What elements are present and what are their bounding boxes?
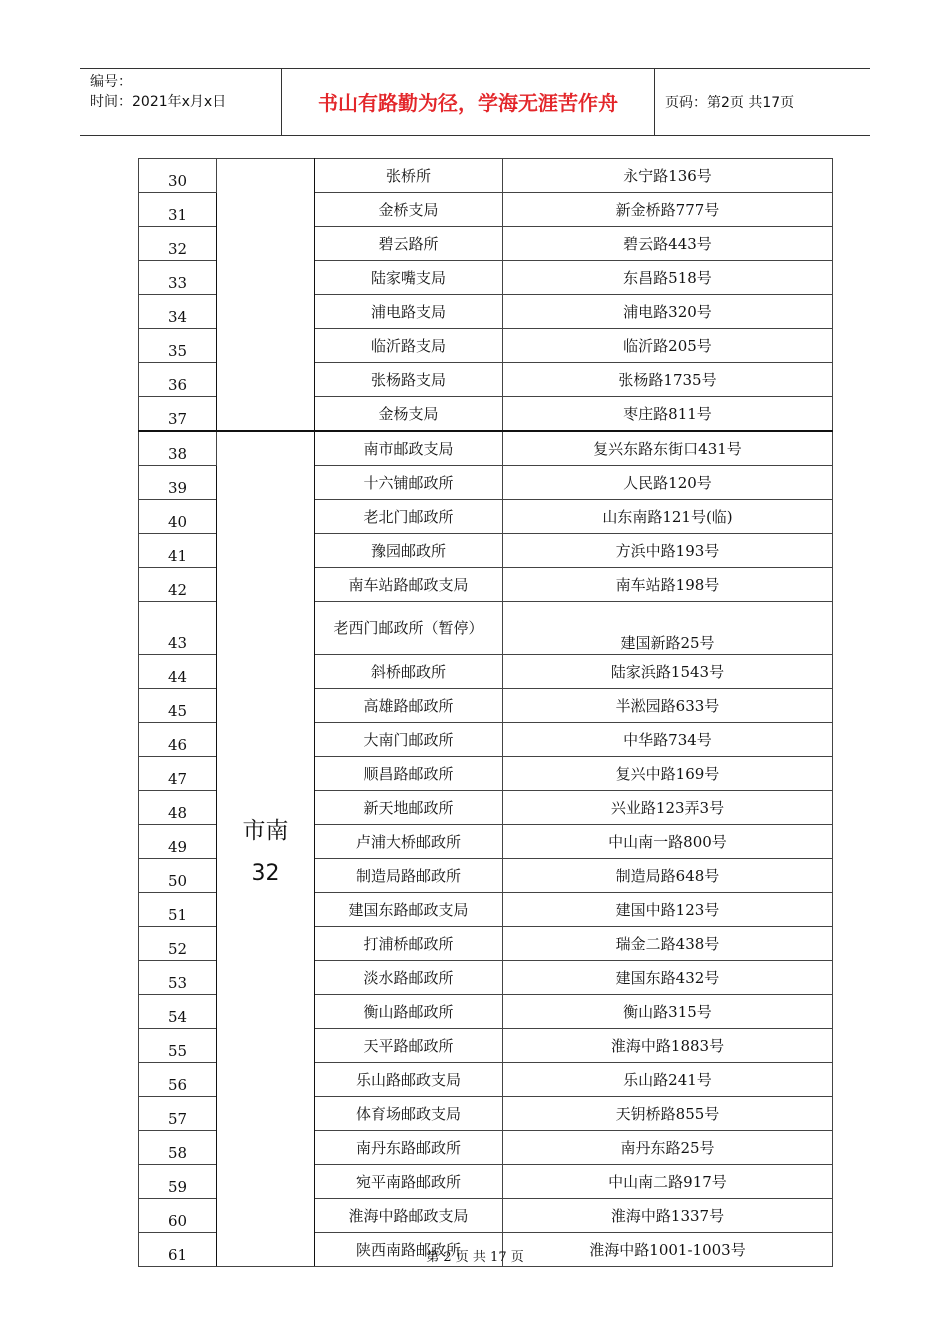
row-number: 36 xyxy=(139,363,217,397)
office-name: 豫园邮政所 xyxy=(315,534,503,568)
office-name: 老北门邮政所 xyxy=(315,500,503,534)
office-address: 陆家浜路1543号 xyxy=(503,655,833,689)
row-number: 40 xyxy=(139,500,217,534)
row-number: 50 xyxy=(139,859,217,893)
office-name: 金杨支局 xyxy=(315,397,503,432)
row-number: 42 xyxy=(139,568,217,602)
office-name: 卢浦大桥邮政所 xyxy=(315,825,503,859)
office-name: 淡水路邮政所 xyxy=(315,961,503,995)
row-number: 59 xyxy=(139,1165,217,1199)
row-number: 58 xyxy=(139,1131,217,1165)
office-name: 浦电路支局 xyxy=(315,295,503,329)
office-address: 半淞园路633号 xyxy=(503,689,833,723)
office-address: 浦电路320号 xyxy=(503,295,833,329)
office-address: 南车站路198号 xyxy=(503,568,833,602)
row-number: 39 xyxy=(139,466,217,500)
row-number: 46 xyxy=(139,723,217,757)
row-number: 30 xyxy=(139,159,217,193)
office-name: 顺昌路邮政所 xyxy=(315,757,503,791)
office-name: 陕西南路邮政所 xyxy=(315,1233,503,1267)
row-number: 45 xyxy=(139,689,217,723)
header-motto: 书山有路勤为径，学海无涯苦作舟 xyxy=(282,69,655,135)
row-number: 41 xyxy=(139,534,217,568)
office-name: 天平路邮政所 xyxy=(315,1029,503,1063)
office-name: 体育场邮政支局 xyxy=(315,1097,503,1131)
office-name: 老西门邮政所（暂停） xyxy=(315,602,503,655)
office-address: 复兴中路169号 xyxy=(503,757,833,791)
office-name: 张桥所 xyxy=(315,159,503,193)
office-address: 山东南路121号(临) xyxy=(503,500,833,534)
office-address: 新金桥路777号 xyxy=(503,193,833,227)
office-name: 乐山路邮政支局 xyxy=(315,1063,503,1097)
office-address: 制造局路648号 xyxy=(503,859,833,893)
office-address: 中山南一路800号 xyxy=(503,825,833,859)
office-address: 张杨路1735号 xyxy=(503,363,833,397)
district-count: 32 xyxy=(251,861,280,886)
row-number: 54 xyxy=(139,995,217,1029)
office-address: 东昌路518号 xyxy=(503,261,833,295)
time-label: 时间：2021年x月x日 xyxy=(90,94,227,110)
office-name: 淮海中路邮政支局 xyxy=(315,1199,503,1233)
office-name: 陆家嘴支局 xyxy=(315,261,503,295)
row-number: 48 xyxy=(139,791,217,825)
row-number: 35 xyxy=(139,329,217,363)
office-name: 打浦桥邮政所 xyxy=(315,927,503,961)
row-number: 47 xyxy=(139,757,217,791)
office-address: 天钥桥路855号 xyxy=(503,1097,833,1131)
office-address: 淮海中路1337号 xyxy=(503,1199,833,1233)
page-footer: 第 2 页 共 17 页 xyxy=(426,1250,524,1265)
office-address: 临沂路205号 xyxy=(503,329,833,363)
office-address: 永宁路136号 xyxy=(503,159,833,193)
table-row xyxy=(139,431,833,466)
office-name: 制造局路邮政所 xyxy=(315,859,503,893)
district-name: 市南 xyxy=(242,818,289,844)
row-number: 53 xyxy=(139,961,217,995)
office-name: 碧云路所 xyxy=(315,227,503,261)
district-cell xyxy=(217,159,315,432)
row-number: 37 xyxy=(139,397,217,432)
page-header xyxy=(80,68,870,136)
post-office-table xyxy=(138,158,833,1267)
office-name: 张杨路支局 xyxy=(315,363,503,397)
office-address: 南丹东路25号 xyxy=(503,1131,833,1165)
number-label: 编号： xyxy=(90,74,132,90)
row-number: 52 xyxy=(139,927,217,961)
office-address: 衡山路315号 xyxy=(503,995,833,1029)
office-address: 建国中路123号 xyxy=(503,893,833,927)
office-name: 高雄路邮政所 xyxy=(315,689,503,723)
office-address: 碧云路443号 xyxy=(503,227,833,261)
row-number: 61 xyxy=(139,1233,217,1267)
office-name: 临沂路支局 xyxy=(315,329,503,363)
row-number: 34 xyxy=(139,295,217,329)
office-name: 南市邮政支局 xyxy=(315,431,503,466)
header-page-info: 页码：第2页 共17页 xyxy=(665,95,795,111)
district-cell xyxy=(217,431,315,1267)
office-address: 乐山路241号 xyxy=(503,1063,833,1097)
row-number: 43 xyxy=(139,602,217,655)
office-name: 衡山路邮政所 xyxy=(315,995,503,1029)
office-name: 南车站路邮政支局 xyxy=(315,568,503,602)
office-name: 大南门邮政所 xyxy=(315,723,503,757)
row-number: 49 xyxy=(139,825,217,859)
row-number: 51 xyxy=(139,893,217,927)
row-number: 56 xyxy=(139,1063,217,1097)
row-number: 44 xyxy=(139,655,217,689)
row-number: 60 xyxy=(139,1199,217,1233)
office-address: 建国新路25号 xyxy=(503,602,833,655)
office-address: 建国东路432号 xyxy=(503,961,833,995)
row-number: 31 xyxy=(139,193,217,227)
office-address: 枣庄路811号 xyxy=(503,397,833,432)
office-address: 中山南二路917号 xyxy=(503,1165,833,1199)
office-name: 新天地邮政所 xyxy=(315,791,503,825)
row-number: 33 xyxy=(139,261,217,295)
row-number: 55 xyxy=(139,1029,217,1063)
office-address: 瑞金二路438号 xyxy=(503,927,833,961)
office-address: 人民路120号 xyxy=(503,466,833,500)
office-address: 中华路734号 xyxy=(503,723,833,757)
office-address: 淮海中路1001-1003号 xyxy=(503,1233,833,1267)
office-name: 南丹东路邮政所 xyxy=(315,1131,503,1165)
row-number: 32 xyxy=(139,227,217,261)
office-address: 复兴东路东街口431号 xyxy=(503,431,833,466)
table-row xyxy=(139,159,833,193)
office-name: 斜桥邮政所 xyxy=(315,655,503,689)
row-number: 57 xyxy=(139,1097,217,1131)
office-name: 宛平南路邮政所 xyxy=(315,1165,503,1199)
header-meta xyxy=(80,69,282,135)
office-address: 方浜中路193号 xyxy=(503,534,833,568)
office-address: 兴业路123弄3号 xyxy=(503,791,833,825)
office-name: 建国东路邮政支局 xyxy=(315,893,503,927)
office-name: 十六铺邮政所 xyxy=(315,466,503,500)
office-address: 淮海中路1883号 xyxy=(503,1029,833,1063)
row-number: 38 xyxy=(139,431,217,466)
office-name: 金桥支局 xyxy=(315,193,503,227)
